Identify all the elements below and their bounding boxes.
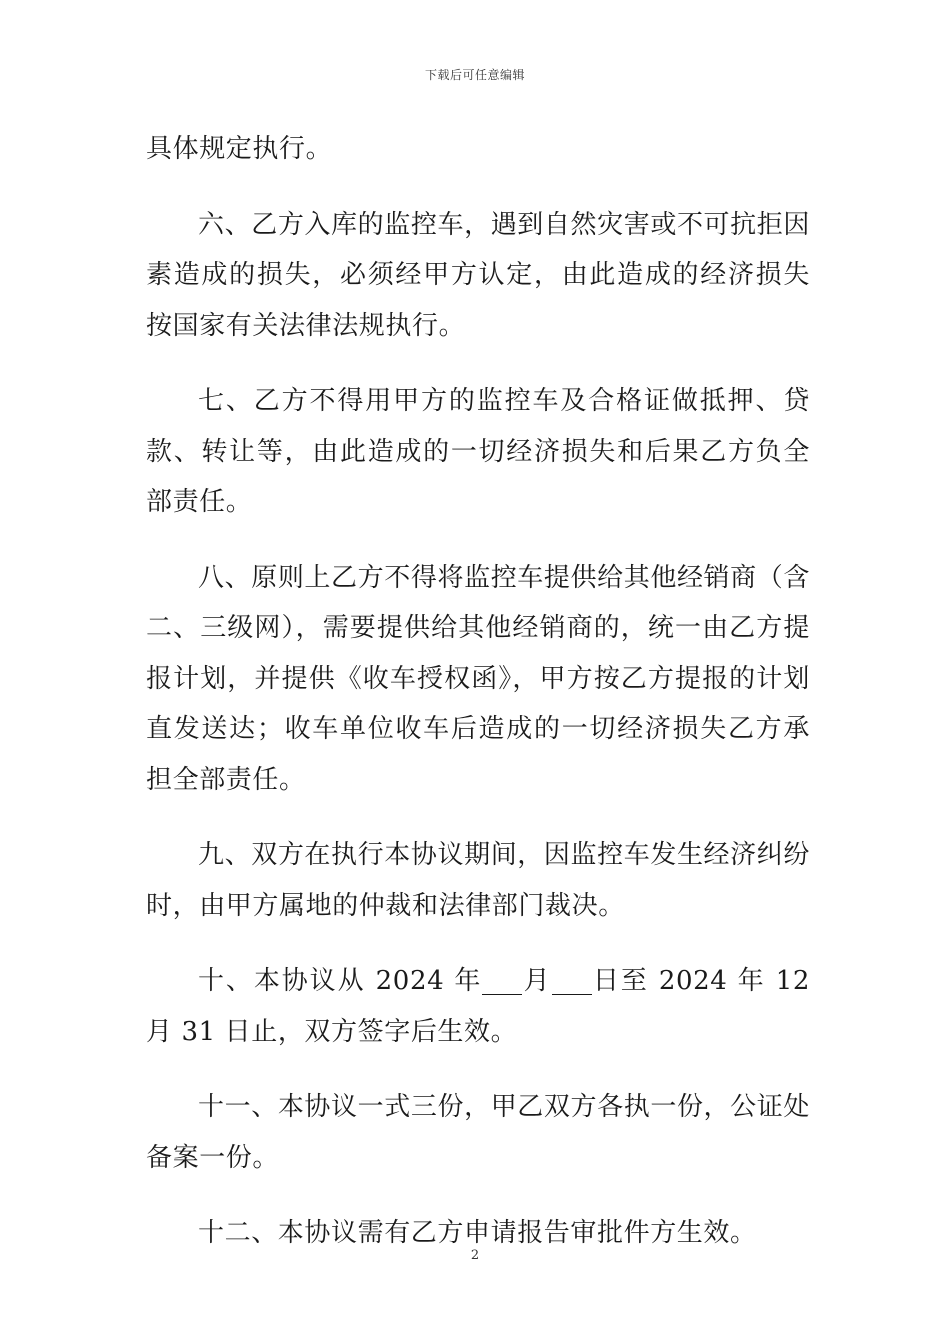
document-body [146, 124, 810, 1284]
clause-10-part1: 十、本协议从 2024 年 [198, 966, 483, 996]
clause-6: 六、乙方入库的监控车，遇到自然灾害或不可抗拒因素造成的损失，必须经甲方认定，由此造成的经济损失按国家有关法律法规执行。 [146, 209, 810, 341]
clause-11: 十一、本协议一式三份，甲乙双方各执一份，公证处备案一份。 [146, 1092, 810, 1173]
clause-10 [146, 956, 810, 1057]
clause-10-part2: 月 [522, 966, 552, 996]
header-note: 下载后可任意编辑 [424, 68, 525, 82]
clause-12: 十二、本协议需有乙方申请报告审批件方生效。 [198, 1218, 757, 1248]
day-blank [552, 968, 592, 995]
clause-10-part3: 日至 2024 年 12 月 31 日止，双方签字后生效。 [146, 966, 811, 1047]
paragraph-continuation: 具体规定执行。 [146, 134, 333, 164]
clause-9: 九、双方在执行本协议期间，因监控车发生经济纠纷时，由甲方属地的仲裁和法律部门裁决。 [146, 840, 810, 921]
clause-8: 八、原则上乙方不得将监控车提供给其他经销商（含二、三级网），需要提供给其他经销商的，统一由乙方提报计划，并提供《收车授权函》，甲方按乙方提报的计划直发送达；收车单位收车后造成的一切经济损失乙方承担全部责任。 [146, 562, 810, 795]
page-number: 2 [470, 1248, 480, 1263]
month-blank [482, 968, 522, 995]
clause-7: 七、乙方不得用甲方的监控车及合格证做抵押、贷款、转让等，由此造成的一切经济损失和后果乙方负全部责任。 [146, 386, 810, 517]
